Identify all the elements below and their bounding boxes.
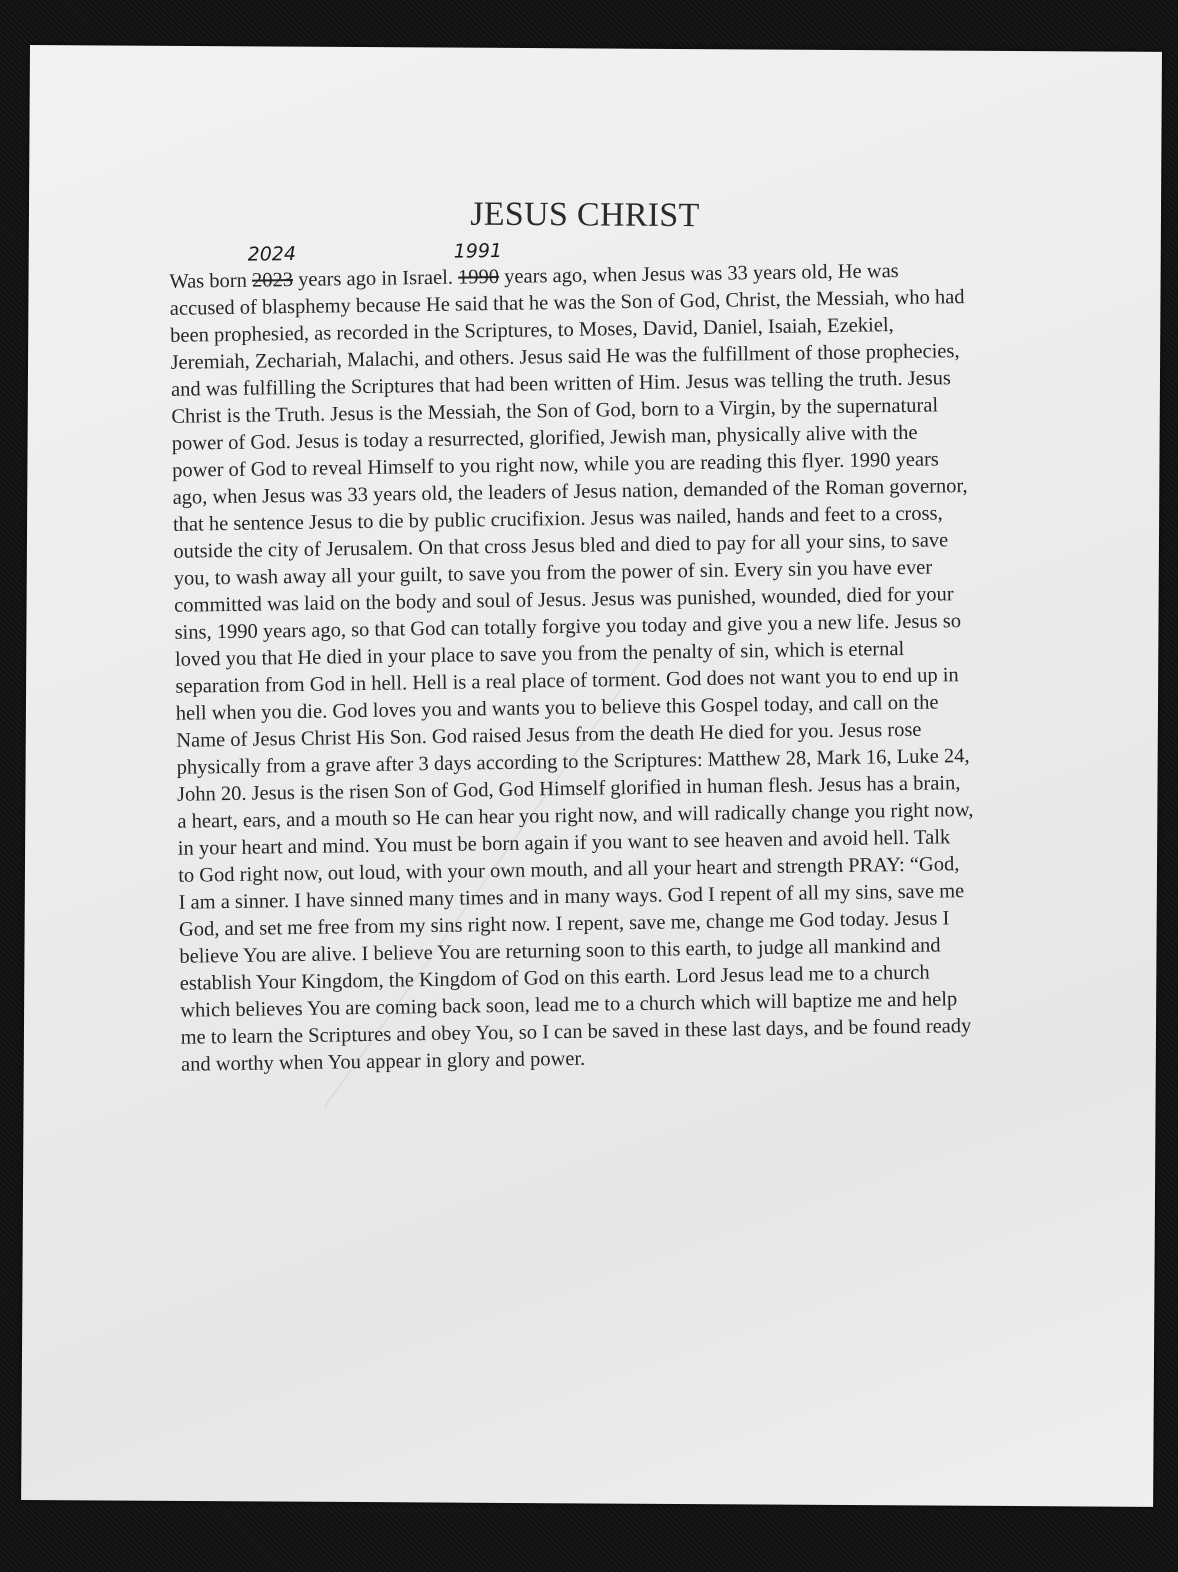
body-line: which believes You are coming back soon, lead me to a church which will baptize me and help [180, 988, 958, 1022]
body-line: hell when you die. God loves you and wants you to believe this Gospel today, and call on the [175, 691, 939, 725]
text-segment: Was born [169, 269, 253, 293]
body-line: Jeremiah, Zechariah, Malachi, and others. Jesus said He was the fulfillment of those prophecies, [170, 340, 960, 374]
body-line: establish Your Kingdom, the Kingdom of God on this earth. Lord Jesus lead me to a church [179, 961, 930, 995]
document-body [169, 228, 1051, 1079]
body-line: ago, when Jesus was 33 years old, the leaders of Jesus nation, demanded of the Roman governor, [172, 475, 968, 509]
paper-sheet [21, 45, 1162, 1507]
body-line: Name of Jesus Christ His Son. God raised Jesus from the death He died for you. Jesus rose [176, 718, 922, 752]
body-line: I am a sinner. I have sinned many times and in many ways. God I repent of all my sins, save me [178, 880, 965, 914]
body-line: power of God to reveal Himself to you right now, while you are reading this flyer. 1990 years [172, 448, 939, 482]
body-line: God, and set me free from my sins right now. I repent, save me, change me God today. Jesus I [178, 907, 950, 941]
struck-year: 2023 [251, 269, 294, 292]
text-segment: years ago, when Jesus was 33 years old, He was [498, 260, 899, 288]
body-line: loved you that He died in your place to save you from the penalty of sin, which is eternal [174, 637, 905, 671]
handwritten-year: 2024 [247, 242, 297, 266]
body-line: believe You are alive. I believe You are returning soon to this earth, to judge all mankind and [179, 934, 941, 968]
body-line: committed was laid on the body and soul of Jesus. Jesus was punished, wounded, died for your [174, 583, 954, 617]
handwritten-correction-1 [247, 242, 297, 295]
body-line: and worthy when You appear in glory and power. [180, 1047, 586, 1076]
body-line: accused of blasphemy because He said that he was the Son of God, Christ, the Messiah, who had [169, 286, 965, 320]
body-line: you, to wash away all your guilt, to save you from the power of sin. Every sin you have ever [173, 556, 933, 590]
body-line: outside the city of Jerusalem. On that cross Jesus bled and died to pay for all your sins, to save [173, 529, 949, 563]
body-line: to God right now, out loud, with your own mouth, and all your heart and strength PRAY: “God, [178, 853, 960, 887]
handwritten-correction-2 [453, 239, 503, 292]
text-segment: years ago in Israel. [292, 266, 459, 292]
body-line: been prophesied, as recorded in the Scriptures, to Moses, David, Daniel, Isaiah, Ezekiel, [170, 314, 894, 347]
body-line: separation from God in hell. Hell is a real place of torment. God does not want you to end up in [175, 664, 959, 698]
document-title: JESUS CHRIST [470, 195, 700, 235]
body-line: that he sentence Jesus to die by public crucifixion. Jesus was nailed, hands and feet to a cross, [172, 502, 943, 536]
body-line: me to learn the Scriptures and obey You, so I can be saved in these last days, and be found ready [180, 1015, 972, 1049]
body-line: physically from a grave after 3 days according to the Scriptures: Matthew 28, Mark 16, Luke 24, [176, 745, 970, 779]
body-lines [170, 283, 1052, 1079]
body-line: Christ is the Truth. Jesus is the Messiah, the Son of God, born to a Virgin, by the supernatural [171, 394, 939, 428]
body-line: sins, 1990 years ago, so that God can totally forgive you today and give you a new life. Jesus so [174, 610, 962, 644]
body-line: power of God. Jesus is today a resurrected, glorified, Jewish man, physically alive with the [171, 421, 918, 455]
body-line: a heart, ears, and a mouth so He can hear you right now, and will radically change you right now, [177, 798, 974, 833]
body-line: and was fulfilling the Scriptures that had been written of Him. Jesus was telling the truth. Jesus [170, 367, 952, 401]
body-line: John 20. Jesus is the risen Son of God, God Himself glorified in human flesh. Jesus has a brain, [176, 772, 961, 806]
handwritten-year: 1991 [453, 239, 503, 263]
body-line: in your heart and mind. You must be born again if you want to see heaven and avoid hell. Talk [177, 826, 951, 860]
struck-year: 1990 [457, 265, 500, 289]
